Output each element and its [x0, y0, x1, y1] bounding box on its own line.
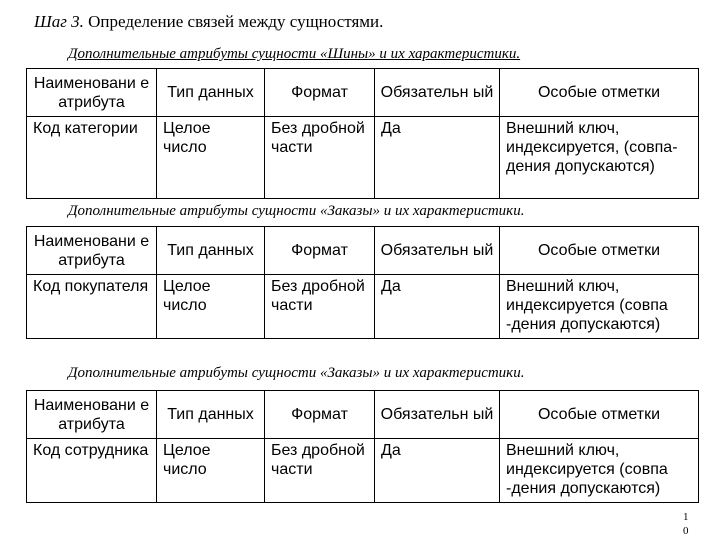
- cell-required: Да: [375, 439, 500, 503]
- header-format: Формат: [265, 391, 375, 439]
- header-type: Тип данных: [157, 391, 265, 439]
- table-header-row: [27, 69, 699, 117]
- cell-name: Код покупателя: [27, 275, 157, 339]
- table-header-row: [27, 227, 699, 275]
- step-label: Шаг 3.: [34, 12, 84, 31]
- table-caption-tires: Дополнительные атрибуты сущности «Шины» и их характеристики.: [68, 46, 521, 62]
- attributes-table-tires: [26, 68, 699, 199]
- page-number: [683, 510, 689, 538]
- cell-required: Да: [375, 275, 500, 339]
- cell-notes: Внешний ключ, индексируется (совпа -дения допускаются): [500, 439, 699, 503]
- header-required: Обязательн ый: [375, 69, 500, 117]
- table-row: [27, 117, 699, 199]
- cell-notes: Внешний ключ, индексируется, (совпа-дения допускаются): [500, 117, 699, 199]
- attributes-table-orders-employee: [26, 390, 699, 503]
- header-required: Обязательн ый: [375, 391, 500, 439]
- cell-required: Да: [375, 117, 500, 199]
- header-format: Формат: [265, 227, 375, 275]
- table-row: [27, 275, 699, 339]
- header-name: Наименовани е атрибута: [27, 69, 157, 117]
- attributes-table-orders-customer: [26, 226, 699, 339]
- cell-format: Без дробной части: [265, 117, 375, 199]
- page-number-digit-2: 0: [683, 525, 689, 537]
- cell-type: Целое число: [157, 439, 265, 503]
- header-notes: Особые отметки: [500, 227, 699, 275]
- header-type: Тип данных: [157, 69, 265, 117]
- cell-notes: Внешний ключ, индексируется (совпа -дения допускаются): [500, 275, 699, 339]
- header-name: Наименовани е атрибута: [27, 227, 157, 275]
- cell-format: Без дробной части: [265, 275, 375, 339]
- cell-type: Целое число: [157, 117, 265, 199]
- table-header-row: [27, 391, 699, 439]
- cell-format: Без дробной части: [265, 439, 375, 503]
- cell-name: Код категории: [27, 117, 157, 199]
- header-notes: Особые отметки: [500, 391, 699, 439]
- table-row: [27, 439, 699, 503]
- header-name: Наименовани е атрибута: [27, 391, 157, 439]
- header-required: Обязательн ый: [375, 227, 500, 275]
- cell-name: Код сотрудника: [27, 439, 157, 503]
- table-caption-orders-employee: Дополнительные атрибуты сущности «Заказы» и их характеристики.: [68, 365, 525, 381]
- header-format: Формат: [265, 69, 375, 117]
- page-number-digit-1: 1: [683, 511, 689, 523]
- step-heading: [34, 12, 383, 32]
- cell-type: Целое число: [157, 275, 265, 339]
- header-type: Тип данных: [157, 227, 265, 275]
- header-notes: Особые отметки: [500, 69, 699, 117]
- table-caption-orders-customer: Дополнительные атрибуты сущности «Заказы» и их характеристики.: [68, 203, 525, 219]
- step-text: Определение связей между сущностями.: [83, 12, 384, 31]
